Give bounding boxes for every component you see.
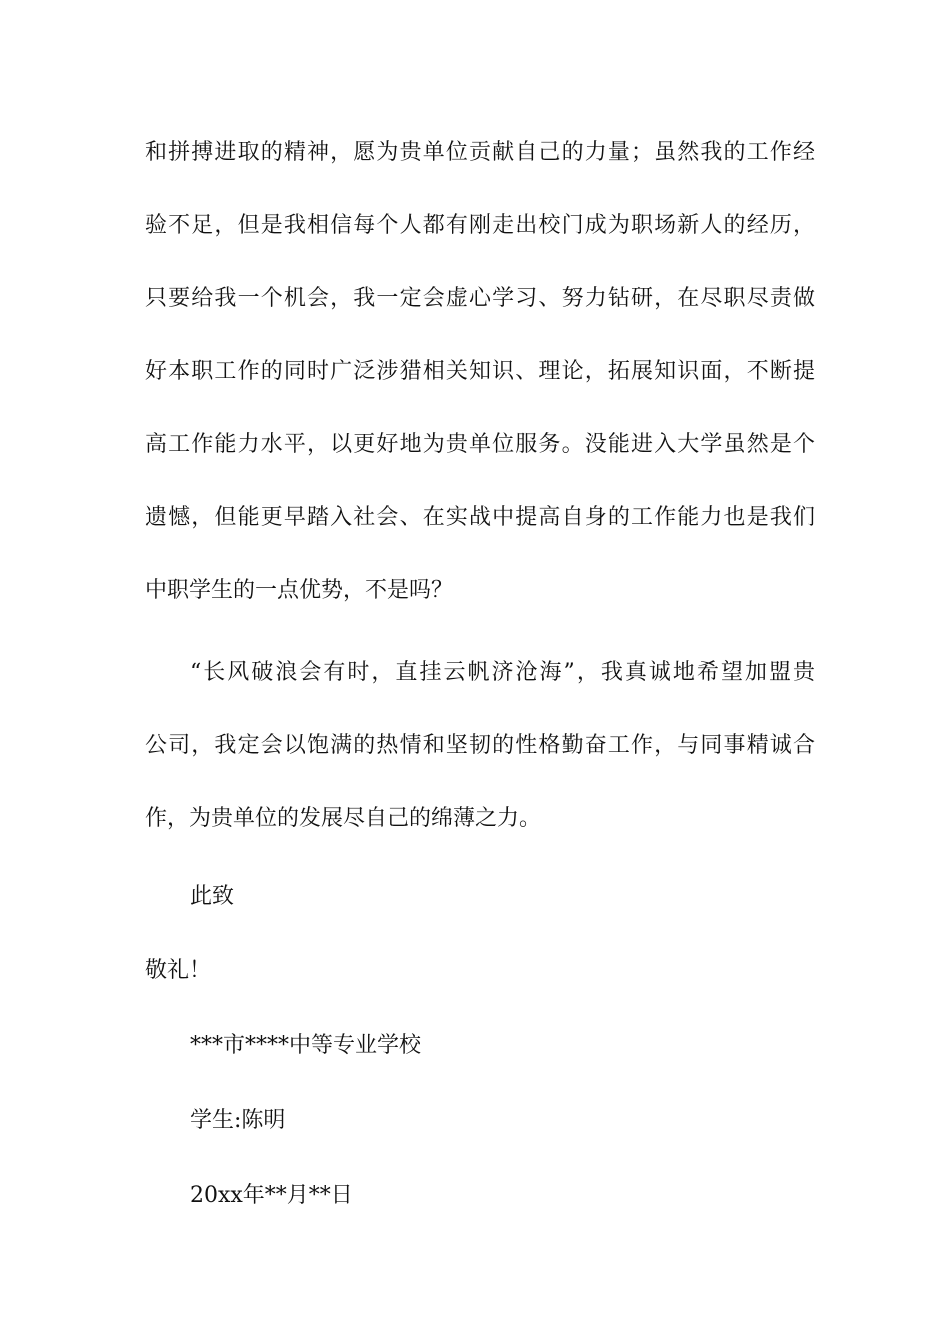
closing-salutation: 此致 xyxy=(190,884,235,909)
body-text-line: 好本职工作的同时广泛涉猎相关知识、理论，拓展知识面，不断提 xyxy=(145,359,815,384)
body-text-line: 和拼搏进取的精神，愿为贵单位贡献自己的力量；虽然我的工作经 xyxy=(145,140,815,165)
body-text-line: “长风破浪会有时，直挂云帆济沧海”，我真诚地希望加盟贵 xyxy=(190,660,815,685)
body-text-line: 公司，我定会以饱满的热情和坚韧的性格勤奋工作，与同事精诚合 xyxy=(145,733,815,758)
letter-date: 20xx年**月**日 xyxy=(190,1183,353,1208)
body-text-line: 只要给我一个机会，我一定会虚心学习、努力钻研，在尽职尽责做 xyxy=(145,286,815,311)
sender-name: 学生:陈明 xyxy=(190,1108,286,1133)
closing-regards: 敬礼！ xyxy=(145,958,212,983)
body-text-line: 中职学生的一点优势，不是吗？ xyxy=(145,578,454,603)
sender-school: ***市****中等专业学校 xyxy=(190,1033,422,1058)
body-text-line: 作，为贵单位的发展尽自己的绵薄之力。 xyxy=(145,806,542,831)
body-text-line: 验不足，但是我相信每个人都有刚走出校门成为职场新人的经历， xyxy=(145,213,815,238)
body-text-line: 高工作能力水平，以更好地为贵单位服务。没能进入大学虽然是个 xyxy=(145,432,815,457)
body-text-line: 遗憾，但能更早踏入社会、在实战中提高自身的工作能力也是我们 xyxy=(145,505,815,530)
